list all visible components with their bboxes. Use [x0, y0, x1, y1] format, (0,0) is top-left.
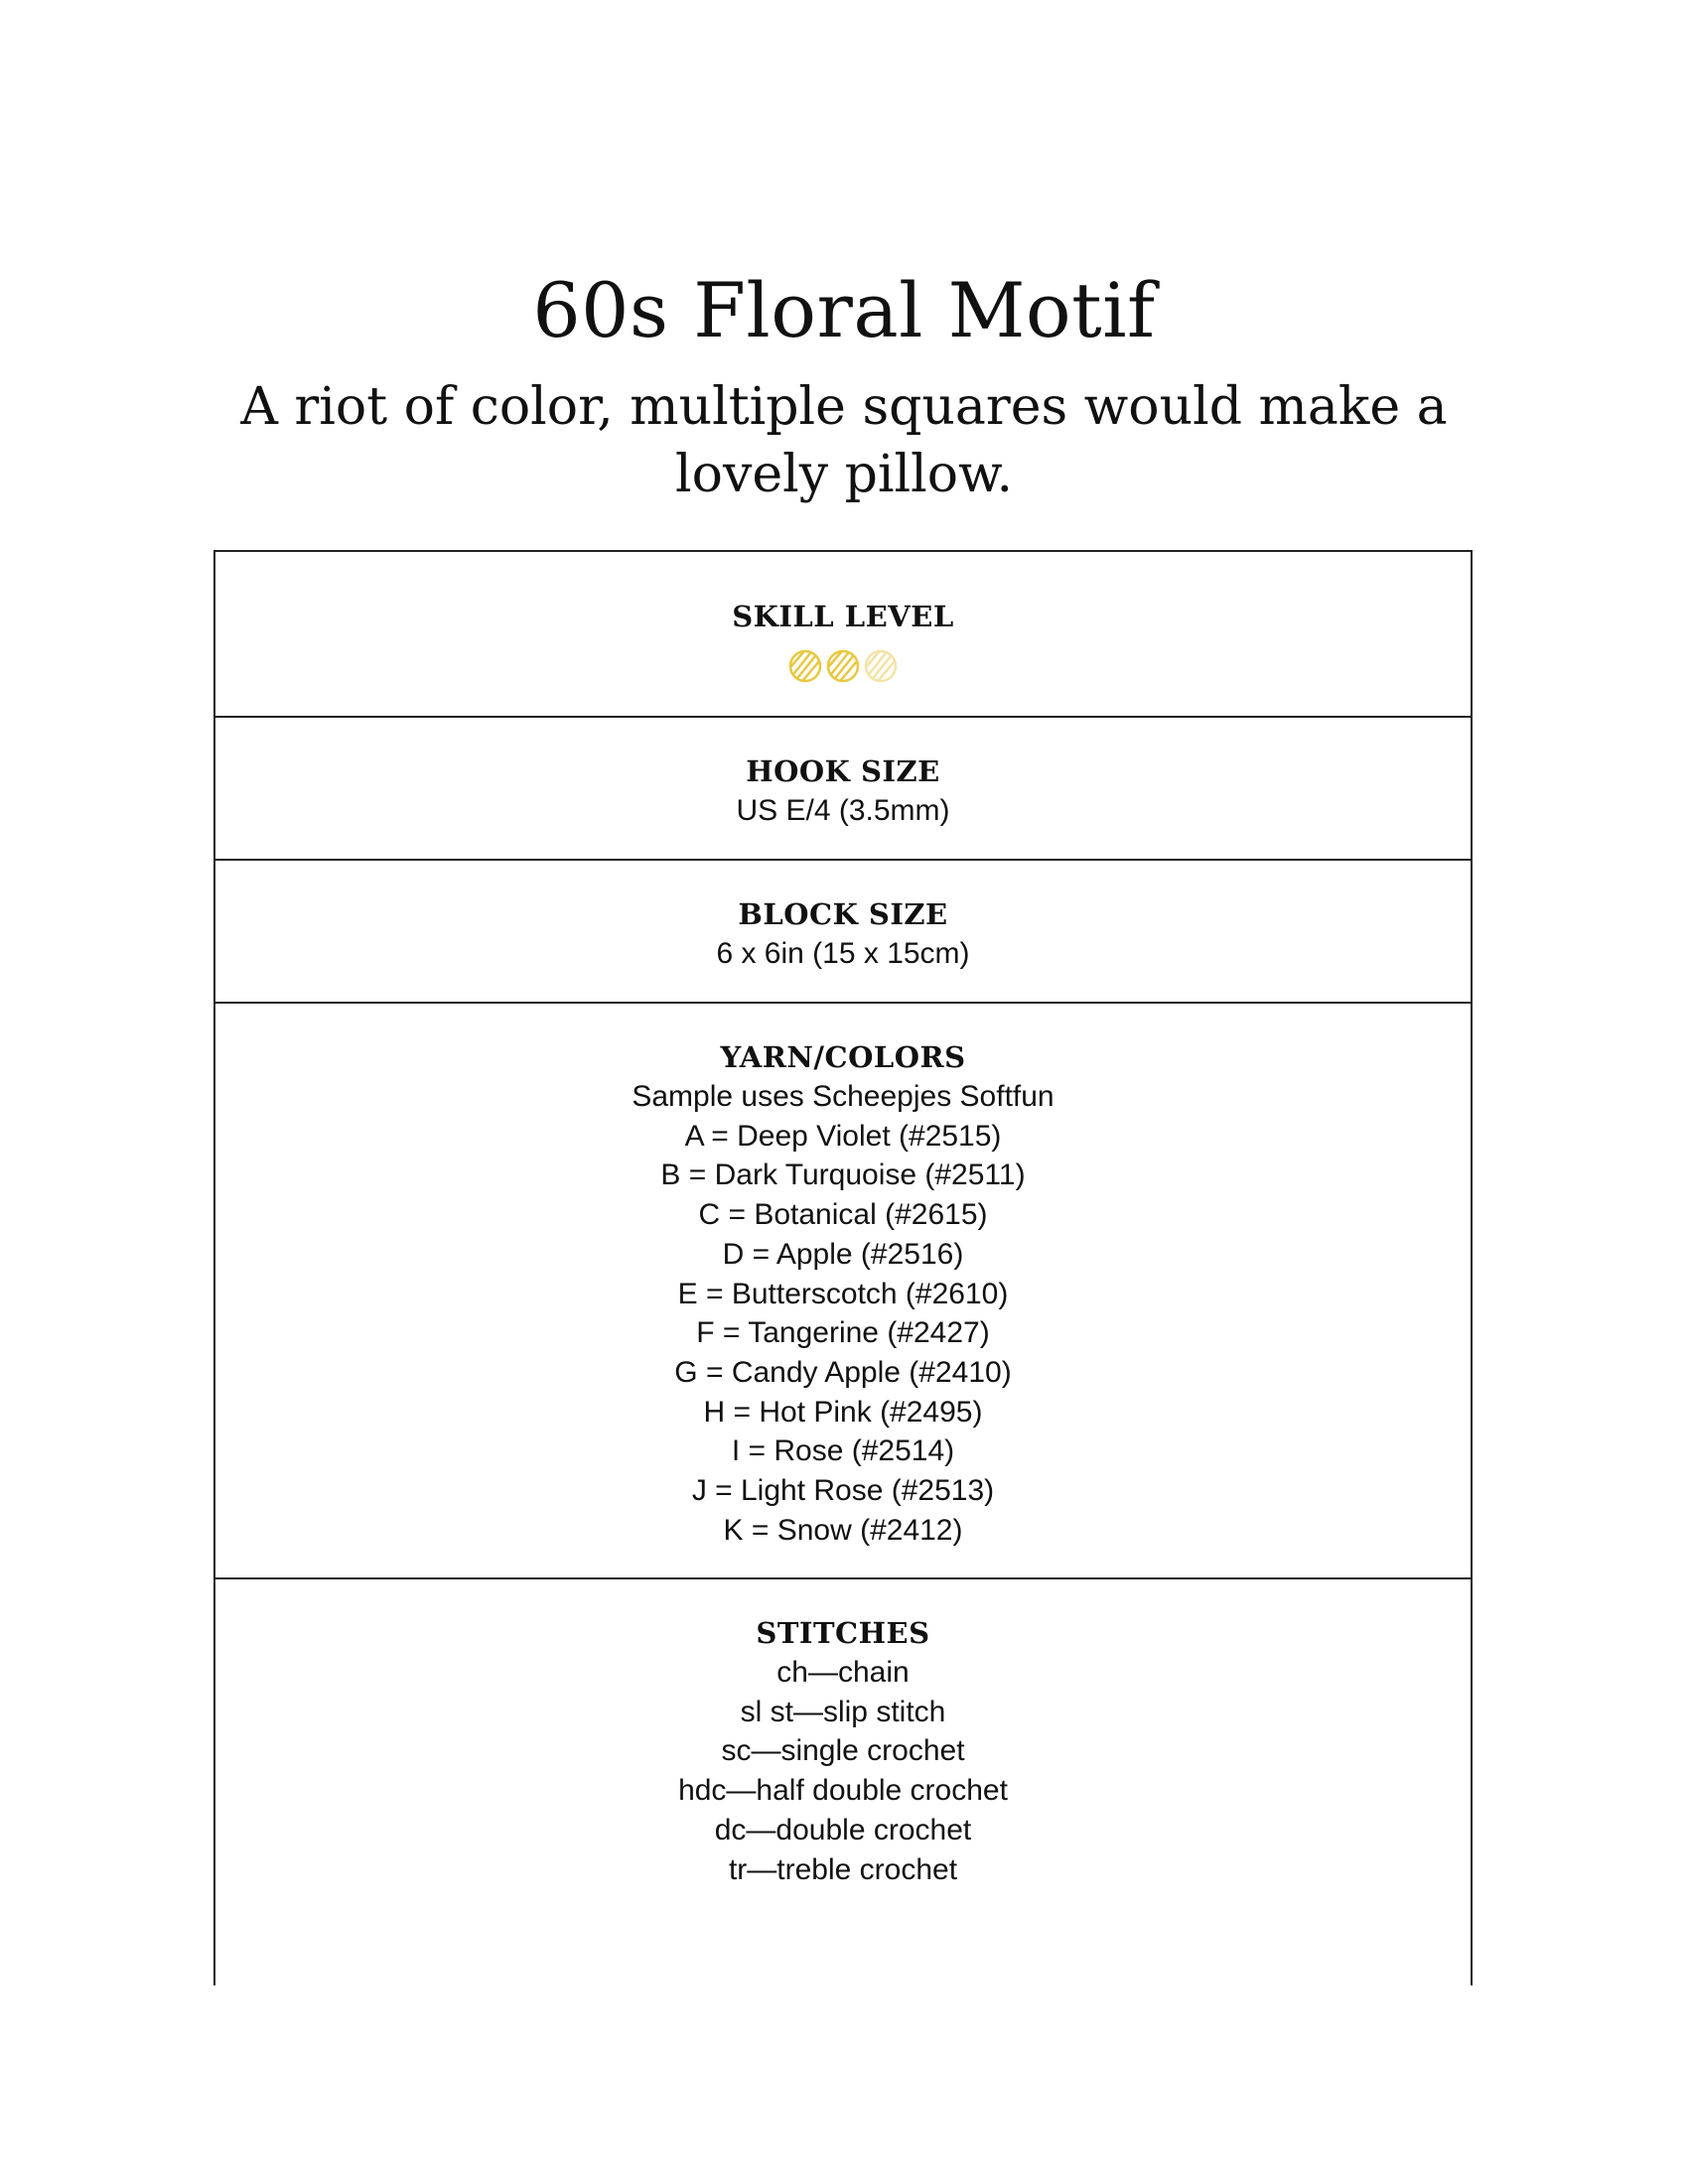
pattern-spec-table — [213, 550, 1473, 1985]
yarn-color-h: H = Hot Pink (#2495) — [703, 1395, 983, 1429]
yarn-color-j: J = Light Rose (#2513) — [691, 1474, 995, 1508]
yarn-color-g: G = Candy Apple (#2410) — [674, 1355, 1012, 1389]
pattern-subtitle: A riot of color, multiple squares would make a lovely pillow. — [240, 377, 1448, 504]
block-size-value: 6 x 6in (15 x 15cm) — [716, 937, 970, 970]
yarn-color-a: A = Deep Violet (#2515) — [684, 1119, 1002, 1153]
pattern-title: 60s Floral Motif — [532, 266, 1156, 354]
stitch-item-dc: dc—double crochet — [714, 1813, 972, 1846]
yarn-color-f: F = Tangerine (#2427) — [696, 1316, 990, 1350]
yarn-colors-section — [215, 1004, 1471, 1579]
stitches-heading: STITCHES — [756, 1616, 930, 1650]
stitch-item-tr: tr—treble crochet — [728, 1852, 958, 1886]
stitch-item-sc: sc—single crochet — [721, 1734, 965, 1768]
hook-size-section — [215, 718, 1471, 861]
yarn-ball-icon-3 — [864, 649, 898, 683]
yarn-color-i: I = Rose (#2514) — [731, 1434, 955, 1468]
skill-level-section — [215, 552, 1471, 718]
block-size-heading: BLOCK SIZE — [738, 897, 948, 931]
stitches-section — [215, 1579, 1471, 1987]
yarn-color-e: E = Butterscotch (#2610) — [677, 1277, 1009, 1310]
yarn-intro: Sample uses Scheepjes Softfun — [632, 1080, 1055, 1113]
yarn-ball-icon-2 — [826, 649, 860, 683]
skill-level-heading: SKILL LEVEL — [732, 600, 954, 633]
yarn-color-b: B = Dark Turquoise (#2511) — [660, 1159, 1026, 1192]
hook-size-heading: HOOK SIZE — [746, 754, 940, 788]
hook-size-value: US E/4 (3.5mm) — [736, 794, 950, 827]
stitch-item-sl-st: sl st—slip stitch — [740, 1695, 946, 1728]
yarn-ball-icon-1 — [788, 649, 822, 683]
yarn-color-d: D = Apple (#2516) — [722, 1237, 964, 1271]
block-size-section — [215, 861, 1471, 1004]
stitch-item-ch: ch—chain — [776, 1656, 910, 1689]
yarn-colors-heading: YARN/COLORS — [720, 1040, 966, 1074]
stitch-item-hdc: hdc—half double crochet — [678, 1774, 1008, 1808]
yarn-color-c: C = Botanical (#2615) — [698, 1198, 988, 1232]
yarn-color-k: K = Snow (#2412) — [723, 1513, 963, 1547]
skill-level-rating — [215, 649, 1471, 683]
